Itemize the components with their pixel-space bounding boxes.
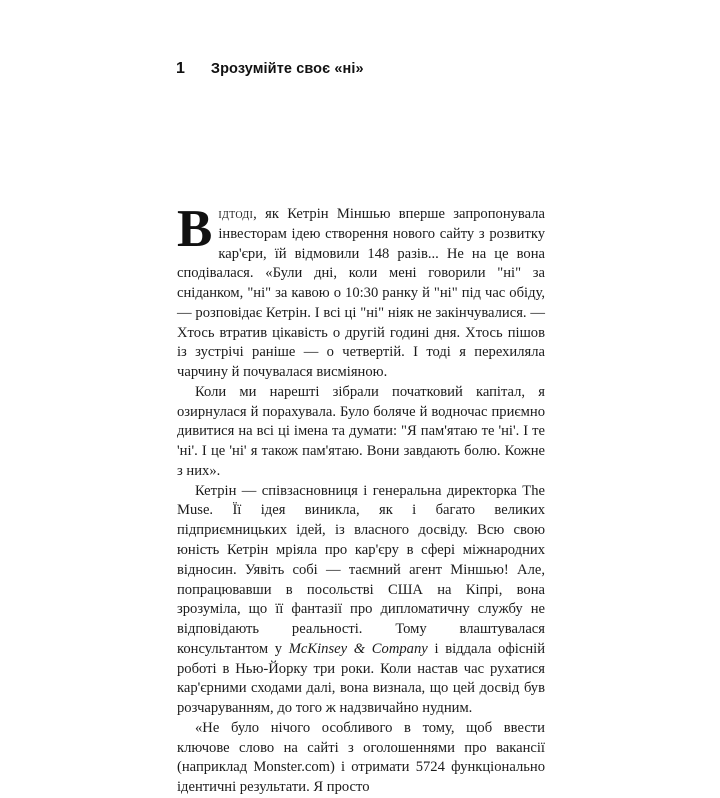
- drop-cap: В: [177, 200, 213, 258]
- chapter-title: Зрозумійте своє «ні»: [210, 61, 364, 77]
- chapter-number: 1: [176, 60, 185, 77]
- paragraph-3-text-a: Кетрін — співзасновниця і генеральна директорка The Muse. Її ідея виникла, як і багато великих підприємницьких ідей, із власного досвіду. Всю свою юність Кетрін мріяла про кар'єру в сфері міжнародних відносин. Уявіть собі — таємний агент Міншью! Але, попрацювавши в посольстві США на Кіпрі, вона зрозуміла, що її фантазії про дипломатичну службу не відповідають реальності. Тому влаштувалася консультантом у: [177, 482, 545, 657]
- page-body: [177, 200, 546, 798]
- paragraph-2: Коли ми нарешті зібрали початковий капітал, я озирнулася й порахувала. Було боляче й водночас приємно дивитися на всі ці імена та думати: "Я пам'ятаю те 'ні'. І те 'ні'. І це 'ні' я також пам'ятаю. Вони завдають болю. Кожне з них».: [177, 383, 545, 479]
- company-name: McKinsey & Company: [288, 640, 428, 657]
- paragraph-1: [177, 200, 545, 383]
- paragraph-1-lead: ідтоді: [218, 206, 254, 222]
- paragraph-4: «Не було нічого особливого в тому, щоб ввести ключове слово на сайті з оголошеннями про вакансії (наприклад Monster.com) і отримати 5724 функціонально ідентичні результати. Я просто: [177, 719, 545, 796]
- paragraph-1-text: , як Кетрін Міншью вперше запропонувала інвесторам ідею створення нового сайту з розвитку кар'єри, їй відмовили 148 разів... Не на це вона сподівалася. «Були дні, коли мені говорили "ні" за сніданком, "ні" за кавою о 10:30 ранку й "ні" під час обіду, — розповідає Кетрін. І всі ці "ні" ніяк не закінчувалися. — Хтось втратив цікавість о другій годині дня. Хтось пішов із зустрічі раніше — о четвертій. І тоді я перехиляла чарчину й почувалася висміяною.: [177, 206, 545, 381]
- paragraph-3-text-b: і віддала офісній роботі в Нью-Йорку три роки. Коли настав час рухатися кар'єрними сходами далі, вона визнала, що цей досвід був розчаруванням, до того ж надзвичайно нудним.: [177, 640, 546, 717]
- page-header: [176, 60, 364, 78]
- paragraph-3: [177, 482, 545, 719]
